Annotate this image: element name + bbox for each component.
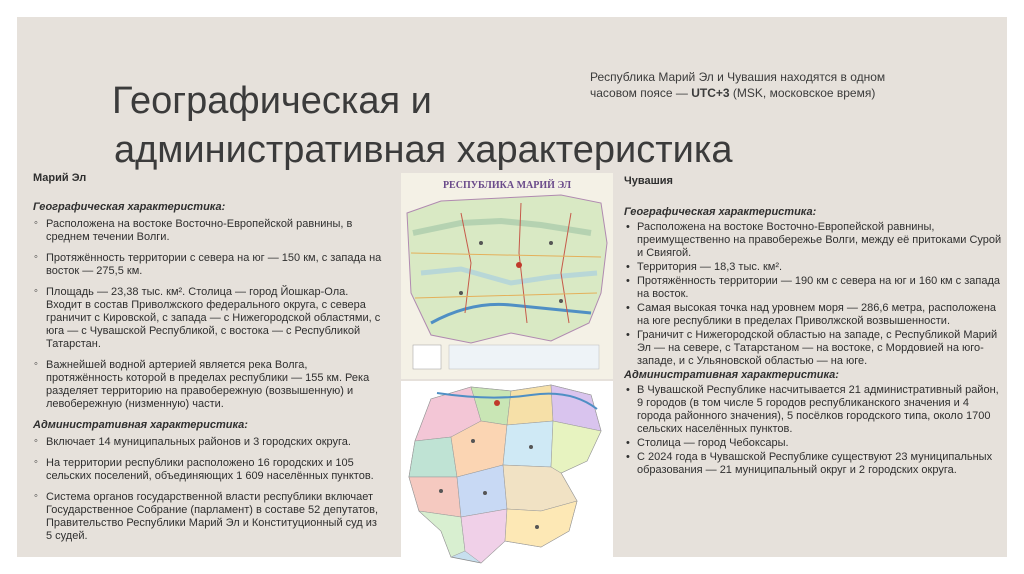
- timezone-note: [590, 69, 920, 101]
- mari-el-geo-list: [33, 218, 385, 411]
- list-item: • Территория — 18,3 тыс. км².: [624, 261, 1006, 274]
- list-item: ◦ Протяжённость территории с севера на юг — 150 км, с запада на восток — 275,5 км.: [33, 252, 385, 278]
- mari-el-map: [401, 173, 613, 379]
- slide: [17, 17, 1007, 557]
- chuvashia-admin-heading: Административная характеристика:: [624, 369, 839, 381]
- chuvashia-geo-list: [624, 221, 1006, 368]
- list-item: ◦ На территории республики расположено 16 городских и 105 сельских поселений, объединяющих 1 609 населённых пунктов.: [33, 457, 385, 483]
- list-item: ◦ Включает 14 муниципальных районов и 3 городских округа.: [33, 436, 385, 449]
- chuvashia-map: [401, 381, 613, 571]
- list-item: ◦ Площадь — 23,38 тыс. км². Столица — город Йошкар-Ола. Входит в состав Приволжского федерального округа, с севера граничит с Кировской, с запада — с Нижегородской областями, с юга — с Чувашской Республикой, с востока — с Республикой Татарстан.: [33, 286, 385, 351]
- mari-el-column: [33, 172, 385, 551]
- list-item: • Граничит с Нижегородской областью на западе, с Республикой Марий Эл — на севере, с Татарстаном — на востоке, с Мордовией на юго-западе, и с Ульяновской областью — на юге.: [624, 329, 1006, 368]
- timezone-note-bold: UTC+3: [691, 86, 730, 100]
- chuvashia-geo-heading: Географическая характеристика:: [624, 206, 817, 218]
- list-item: • С 2024 года в Чувашской Республике существуют 23 муниципальных образования — 21 муниципальный округ и 2 городских округа.: [624, 451, 1006, 477]
- mari-el-heading: Марий Эл: [33, 172, 87, 184]
- list-item: • Расположена на востоке Восточно-Европейской равнины, преимущественно на правобережье Волги, между её притоками Сурой и Свиягой.: [624, 221, 1006, 260]
- list-item: • В Чувашской Республике насчитывается 21 административный район, 9 городов (в том числе 5 городов республиканского значения и 4 города районного значения), 5 посёлков городского типа, около 1700 сельских населённых пунктов.: [624, 384, 1006, 436]
- list-item: ◦ Расположена на востоке Восточно-Европейской равнины, в среднем течении Волги.: [33, 218, 385, 244]
- mari-el-admin-heading: Административная характеристика:: [33, 419, 248, 431]
- timezone-note-text: Республика Марий Эл и Чувашия находятся в одном часовом поясе —: [590, 70, 886, 100]
- mari-el-geo-heading: Географическая характеристика:: [33, 201, 226, 213]
- list-item: ◦ Система органов государственной власти республики включает Государственное Собрание (парламент) в составе 52 депутатов, Правительство Республики Марий Эл и Конституционный суд из 5 судей.: [33, 491, 385, 543]
- mari-el-map-title: РЕСПУБЛИКА МАРИЙ ЭЛ: [442, 180, 572, 191]
- chuvashia-admin-list: [624, 384, 1006, 477]
- list-item: • Протяжённость территории — 190 км с севера на юг и 160 км с запада на восток.: [624, 275, 1006, 301]
- slide-title-line-2: административная характеристика: [114, 129, 733, 171]
- chuvashia-column: [624, 175, 1006, 478]
- list-item: ◦ Важнейшей водной артерией является река Волга, протяжённость которой в пределах республики — 155 км. Река разделяет территорию на правобережную (возвышенную) и левобережную (низменную) части.: [33, 359, 385, 411]
- mari-el-admin-list: [33, 436, 385, 543]
- timezone-note-suffix: (MSK, московское время): [729, 86, 876, 100]
- list-item: • Столица — город Чебоксары.: [624, 437, 1006, 450]
- slide-title-line-1: Географическая и: [112, 80, 432, 122]
- list-item: • Самая высокая точка над уровнем моря — 286,6 метра, расположена на юге республики в пределах Приволжской возвышенности.: [624, 302, 1006, 328]
- chuvashia-heading: Чувашия: [624, 175, 673, 187]
